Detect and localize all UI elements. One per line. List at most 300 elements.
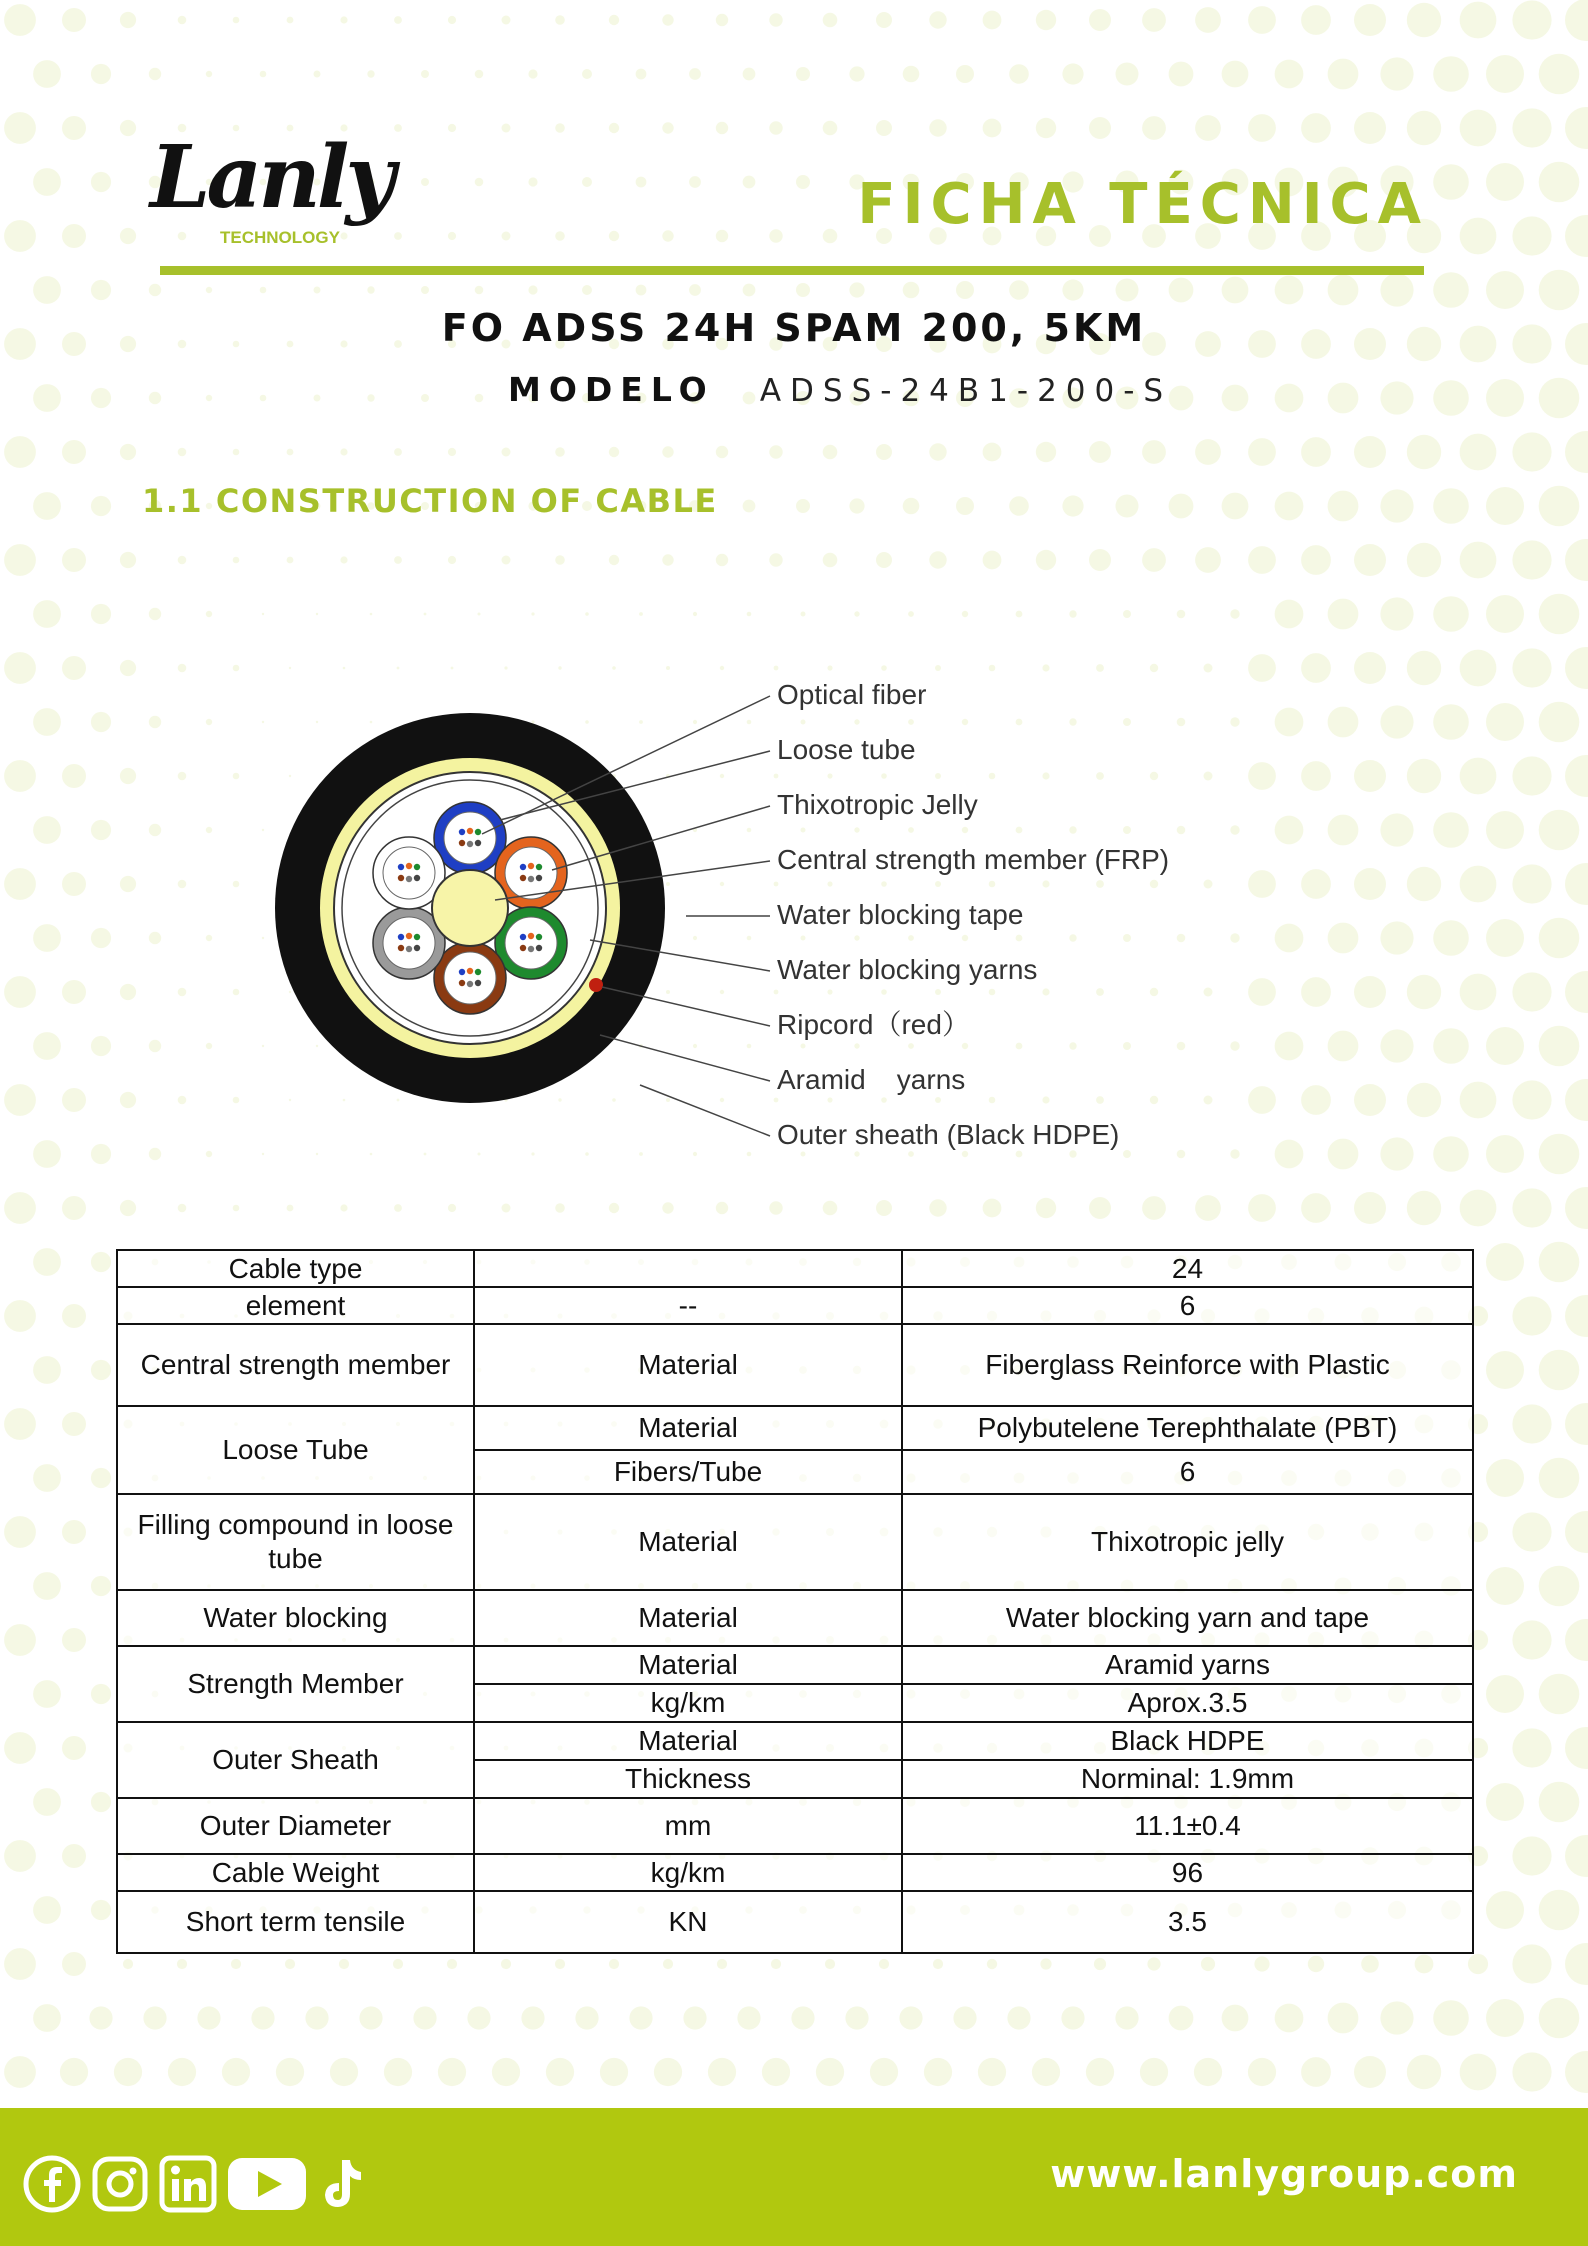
background-dot: [1539, 1242, 1580, 1283]
background-dot: [340, 556, 347, 563]
background-dot: [1380, 921, 1413, 954]
optical-fiber: [467, 841, 473, 847]
background-dot: [1539, 1566, 1580, 1607]
background-dot: [1380, 273, 1413, 306]
table-row: [117, 1891, 1473, 1953]
background-dot: [178, 664, 187, 673]
background-dot: [879, 1959, 889, 1969]
background-dot: [796, 175, 810, 189]
background-dot: [91, 1792, 111, 1812]
background-dot: [149, 932, 161, 944]
background-dot: [33, 1032, 61, 1060]
background-dot: [4, 976, 36, 1008]
background-dot: [467, 2006, 490, 2029]
background-dot: [1248, 438, 1276, 466]
background-dot: [33, 492, 61, 520]
background-dot: [448, 16, 456, 24]
background-dot: [1539, 54, 1580, 95]
background-dot: [1380, 2001, 1413, 2034]
background-dot: [1460, 434, 1497, 471]
background-dot: [609, 123, 619, 133]
background-dot: [1565, 863, 1588, 905]
background-dot: [1222, 385, 1249, 412]
background-dot: [854, 611, 859, 616]
background-dot: [1254, 1956, 1269, 1971]
optical-fiber: [536, 934, 542, 940]
optical-fiber: [398, 875, 404, 881]
background-dot: [4, 436, 36, 468]
background-dot: [956, 281, 974, 299]
background-dot: [1486, 1459, 1524, 1497]
background-dot: [639, 612, 643, 616]
background-dot: [276, 2058, 304, 2086]
background-dot: [1328, 1031, 1359, 1062]
table-cell-value: Water blocking yarn and tape: [902, 1590, 1473, 1646]
background-dot: [178, 448, 187, 457]
background-dot: [1062, 279, 1083, 300]
background-dot: [1433, 1028, 1469, 1064]
background-dot: [4, 2056, 36, 2088]
background-dot: [60, 2058, 88, 2086]
background-dot: [708, 2058, 736, 2086]
background-dot: [555, 15, 565, 25]
background-dot: [1460, 866, 1497, 903]
background-dot: [424, 613, 427, 616]
background-dot: [287, 557, 294, 564]
background-dot: [1301, 1193, 1331, 1223]
background-dot: [1539, 270, 1580, 311]
background-dot: [438, 2058, 466, 2086]
background-dot: [251, 2006, 274, 2029]
website-url[interactable]: www.lanlygroup.com: [1050, 2152, 1518, 2196]
background-dot: [743, 500, 756, 513]
background-dot: [662, 1202, 673, 1213]
background-dot: [120, 984, 136, 1000]
background-dot: [956, 65, 974, 83]
background-dot: [662, 446, 673, 457]
background-dot: [1460, 218, 1497, 255]
background-dot: [689, 284, 701, 296]
background-dot: [1354, 436, 1386, 468]
background-dot: [1512, 756, 1551, 795]
background-dot: [1222, 277, 1249, 304]
background-dot: [743, 68, 756, 81]
background-dot: [1116, 495, 1139, 518]
background-dot: [769, 553, 782, 566]
background-dot: [1539, 162, 1580, 203]
model-label: MODELO: [508, 370, 715, 409]
background-dot: [178, 988, 187, 997]
background-dot: [421, 70, 429, 78]
background-dot: [1195, 7, 1221, 33]
background-dot: [178, 772, 187, 781]
background-dot: [1354, 1192, 1386, 1224]
logo-subtitle: TECHNOLOGY: [220, 228, 340, 247]
background-dot: [1486, 703, 1524, 741]
label-ripcord: Ripcord（red）: [777, 1009, 970, 1040]
background-dot: [62, 764, 86, 788]
background-dot: [33, 276, 61, 304]
background-dot: [1301, 5, 1331, 35]
background-dot: [876, 120, 892, 136]
background-dot: [1512, 0, 1551, 39]
background-dot: [340, 16, 347, 23]
background-dot: [929, 551, 946, 568]
background-dot: [1328, 923, 1359, 954]
background-dot: [1565, 2051, 1588, 2093]
background-dot: [546, 2058, 574, 2086]
background-dot: [769, 1201, 782, 1214]
table-row: [117, 1494, 1473, 1590]
background-dot: [1565, 539, 1588, 581]
background-dot: [1036, 10, 1056, 30]
background-dot: [91, 712, 111, 732]
background-dot: [849, 66, 864, 81]
background-dot: [933, 1959, 943, 1969]
background-dot: [62, 1628, 86, 1652]
background-dot: [62, 872, 86, 896]
background-dot: [1460, 2, 1497, 39]
background-dot: [801, 612, 806, 617]
table-cell-attribute: mm: [474, 1798, 902, 1854]
optical-fiber: [536, 864, 542, 870]
background-dot: [91, 1360, 111, 1380]
table-cell-attribute: Material: [474, 1646, 902, 1684]
background-dot: [149, 608, 161, 620]
background-dot: [91, 928, 111, 948]
background-dot: [1433, 2000, 1469, 2036]
background-dot: [823, 553, 838, 568]
label-loose-tube: Loose tube: [777, 734, 916, 765]
background-dot: [1142, 116, 1166, 140]
background-dot: [1328, 59, 1359, 90]
background-dot: [1275, 384, 1304, 413]
background-dot: [1460, 1190, 1497, 1227]
background-dot: [62, 1520, 86, 1544]
background-dot: [1116, 63, 1139, 86]
background-dot: [771, 1959, 781, 1969]
table-cell-value: Aprox.3.5: [902, 1684, 1473, 1722]
tiktok-icon[interactable]: [316, 2154, 368, 2214]
table-cell-property: Central strength member: [117, 1324, 474, 1406]
background-dot: [1565, 431, 1588, 473]
table-cell-property: Cable type: [117, 1250, 474, 1287]
table-cell-attribute: Material: [474, 1590, 902, 1646]
background-dot: [929, 119, 946, 136]
background-dot: [62, 1736, 86, 1760]
background-dot: [4, 652, 36, 684]
optical-fiber: [475, 840, 481, 846]
table-cell-attribute: kg/km: [474, 1684, 902, 1722]
background-dot: [1512, 972, 1551, 1011]
background-dot: [1565, 0, 1588, 41]
background-dot: [1486, 163, 1524, 201]
background-dot: [1036, 118, 1056, 138]
background-dot: [636, 69, 647, 80]
background-dot: [1512, 648, 1551, 687]
central-strength-member: [432, 870, 508, 946]
background-dot: [1407, 975, 1441, 1009]
background-dot: [1380, 489, 1413, 522]
background-dot: [149, 1148, 161, 1160]
background-dot: [4, 1300, 36, 1332]
background-dot: [1301, 869, 1331, 899]
background-dot: [1380, 57, 1413, 90]
background-dot: [1486, 1999, 1524, 2037]
background-dot: [340, 448, 347, 455]
background-dot: [1301, 545, 1331, 575]
background-dot: [1169, 62, 1194, 87]
background-dot: [62, 1304, 86, 1328]
background-dot: [197, 2006, 220, 2029]
background-dot: [555, 1959, 565, 1969]
background-dot: [91, 604, 111, 624]
background-dot: [120, 660, 136, 676]
background-dot: [762, 2058, 790, 2086]
background-dot: [1565, 1619, 1588, 1661]
ripcord: [589, 978, 603, 992]
background-dot: [4, 112, 36, 144]
background-dot: [1354, 760, 1386, 792]
background-dot: [1248, 546, 1276, 574]
background-dot: [502, 124, 511, 133]
facebook-icon[interactable]: [22, 2154, 82, 2214]
background-dot: [447, 1959, 457, 1969]
background-dot: [1460, 2054, 1497, 2091]
background-dot: [1486, 1351, 1524, 1389]
background-dot: [555, 555, 565, 565]
background-dot: [1086, 2058, 1114, 2086]
background-dot: [149, 1040, 161, 1052]
background-dot: [908, 611, 914, 617]
background-dot: [1201, 1957, 1215, 1971]
background-dot: [716, 554, 728, 566]
background-dot: [1565, 1943, 1588, 1985]
background-dot: [1089, 549, 1111, 571]
background-dot: [91, 1576, 111, 1596]
background-dot: [413, 2006, 436, 2029]
table-cell-attribute: Fibers/Tube: [474, 1450, 902, 1494]
background-dot: [1062, 495, 1083, 516]
optical-fiber: [528, 933, 534, 939]
background-dot: [609, 555, 619, 565]
background-dot: [178, 16, 187, 25]
background-dot: [149, 68, 161, 80]
background-dot: [62, 224, 86, 248]
background-dot: [1433, 272, 1469, 308]
background-dot: [91, 172, 111, 192]
background-dot: [1195, 115, 1221, 141]
table-cell-value: 11.1±0.4: [902, 1798, 1473, 1854]
background-dot: [1512, 1296, 1551, 1335]
background-dot: [206, 1043, 212, 1049]
background-dot: [1539, 1998, 1580, 2039]
background-dot: [114, 2058, 142, 2086]
background-dot: [1354, 868, 1386, 900]
label-outer-sheath: Outer sheath (Black HDPE): [777, 1119, 1120, 1150]
background-dot: [609, 231, 619, 241]
background-dot: [89, 2006, 112, 2029]
background-dot: [929, 1199, 946, 1216]
background-dot: [1248, 2058, 1276, 2086]
background-dot: [1275, 2004, 1304, 2033]
background-dot: [62, 656, 86, 680]
youtube-icon[interactable]: [226, 2154, 308, 2214]
background-dot: [475, 286, 484, 295]
background-dot: [492, 2058, 520, 2086]
background-dot: [1195, 439, 1221, 465]
background-dot: [582, 69, 592, 79]
background-dot: [1328, 491, 1359, 522]
background-dot: [233, 17, 240, 24]
background-dot: [4, 760, 36, 792]
background-dot: [120, 12, 136, 28]
background-dot: [233, 1097, 240, 1104]
optical-fiber: [406, 946, 412, 952]
background-dot: [120, 228, 136, 244]
background-dot: [1539, 1458, 1580, 1499]
background-dot: [689, 68, 701, 80]
background-dot: [287, 17, 294, 24]
background-dot: [1115, 2006, 1138, 2029]
background-dot: [1486, 1567, 1524, 1605]
background-dot: [62, 440, 86, 464]
background-dot: [62, 1952, 86, 1976]
background-dot: [823, 121, 838, 136]
thixotropic-jelly-fill: [444, 812, 496, 864]
background-dot: [231, 1959, 241, 1969]
background-dot: [1539, 810, 1580, 851]
background-dot: [143, 2006, 166, 2029]
background-dot: [1147, 1957, 1160, 1970]
background-dot: [1194, 2058, 1222, 2086]
background-dot: [448, 448, 456, 456]
background-dot: [1486, 1891, 1524, 1929]
background-dot: [1036, 550, 1056, 570]
background-dot: [1195, 547, 1221, 573]
background-dot: [1142, 8, 1166, 32]
background-dot: [1565, 1727, 1588, 1769]
optical-fiber: [414, 875, 420, 881]
background-dot: [876, 1200, 892, 1216]
background-dot: [33, 1572, 61, 1600]
background-dot: [1486, 1243, 1524, 1281]
background-dot: [1565, 215, 1588, 257]
background-dot: [1407, 1083, 1441, 1117]
background-dot: [367, 394, 374, 401]
background-dot: [33, 924, 61, 952]
background-dot: [1433, 1136, 1469, 1172]
background-dot: [1380, 705, 1413, 738]
background-dot: [1565, 1403, 1588, 1445]
background-dot: [716, 446, 728, 458]
table-cell-value: 6: [902, 1450, 1473, 1494]
background-dot: [339, 1959, 349, 1969]
thixotropic-jelly-fill: [505, 847, 557, 899]
background-dot: [33, 1896, 61, 1924]
optical-fiber: [467, 968, 473, 974]
background-dot: [1512, 432, 1551, 471]
table-cell-attribute: Material: [474, 1324, 902, 1406]
background-dot: [1301, 2057, 1331, 2087]
background-dot: [987, 1959, 997, 1969]
linkedin-icon[interactable]: [158, 2154, 218, 2214]
table-cell-property: Strength Member: [117, 1646, 474, 1722]
background-dot: [33, 1140, 61, 1168]
header-rule: [160, 266, 1424, 275]
background-dot: [1169, 494, 1194, 519]
table-row: [117, 1324, 1473, 1406]
background-dot: [4, 1516, 36, 1548]
background-dot: [1308, 1956, 1324, 1972]
background-dot: [502, 232, 511, 241]
table-row: [117, 1722, 1473, 1760]
background-dot: [924, 2058, 952, 2086]
background-dot: [206, 395, 212, 401]
background-dot: [1009, 280, 1029, 300]
background-dot: [120, 1092, 136, 1108]
background-dot: [823, 445, 838, 460]
background-dot: [582, 285, 592, 295]
background-dot: [91, 388, 111, 408]
background-dot: [178, 880, 187, 889]
instagram-icon[interactable]: [90, 2154, 150, 2214]
background-dot: [33, 600, 61, 628]
optical-fiber: [398, 934, 404, 940]
optical-fiber: [475, 969, 481, 975]
background-dot: [876, 552, 892, 568]
background-dot: [4, 1624, 36, 1656]
background-dot: [33, 1356, 61, 1384]
background-dot: [421, 394, 429, 402]
background-dot: [1512, 540, 1551, 579]
background-dot: [521, 2006, 544, 2029]
background-dot: [1539, 1674, 1580, 1715]
optical-fiber: [520, 875, 526, 881]
background-dot: [1094, 1958, 1106, 1970]
optical-fiber: [414, 934, 420, 940]
background-dot: [340, 1204, 347, 1211]
background-dot: [1512, 216, 1551, 255]
label-aramid-yarns: Aramid yarns: [777, 1064, 966, 1095]
background-dot: [1565, 647, 1588, 689]
background-dot: [1036, 442, 1056, 462]
table-cell-property: element: [117, 1287, 474, 1324]
background-dot: [62, 8, 86, 32]
optical-fiber: [520, 945, 526, 951]
background-dot: [1222, 61, 1249, 88]
background-dot: [876, 444, 892, 460]
background-dot: [1407, 543, 1441, 577]
background-dot: [1407, 651, 1441, 685]
background-dot: [1565, 1079, 1588, 1121]
background-dot: [1460, 758, 1497, 795]
cable-cross-section-diagram: [250, 660, 1270, 1180]
background-dot: [394, 232, 402, 240]
background-dot: [149, 284, 161, 296]
background-dot: [4, 4, 36, 36]
background-dot: [1230, 609, 1239, 618]
background-dot: [654, 2058, 682, 2086]
optical-fiber: [406, 876, 412, 882]
background-dot: [983, 551, 1002, 570]
background-dot: [91, 1468, 111, 1488]
background-dot: [796, 499, 810, 513]
background-dot: [528, 285, 537, 294]
table-cell-property: Filling compound in loose tube: [117, 1494, 474, 1590]
background-dot: [1460, 110, 1497, 147]
background-dot: [260, 287, 267, 294]
